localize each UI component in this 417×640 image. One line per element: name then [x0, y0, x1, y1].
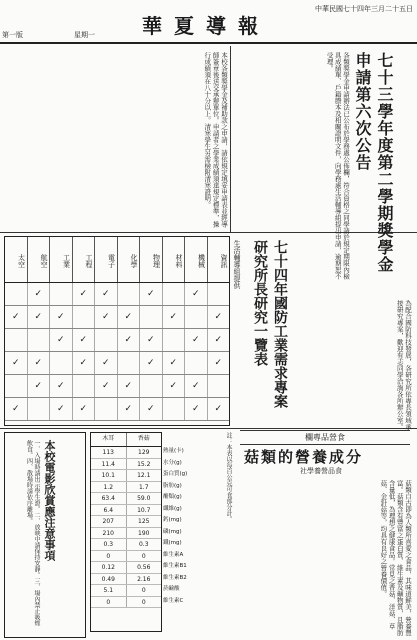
nutrition-row-label: 維生素B2 — [163, 574, 187, 581]
table-cell: 190 — [138, 529, 150, 537]
table-cell: 0 — [141, 587, 146, 594]
table-row — [91, 562, 161, 574]
table-cell — [118, 352, 141, 374]
nutrition-row-label: 維生素C — [163, 597, 184, 604]
table-cell: 113 — [91, 447, 127, 458]
table-cell: ✓ — [163, 375, 186, 397]
table-row — [91, 447, 161, 459]
nutrition-row-label: 水分(g) — [163, 459, 182, 466]
table-row — [91, 493, 161, 505]
table-cell: ✓ — [163, 306, 186, 328]
nutrition-table-header — [91, 433, 161, 447]
table-row — [91, 574, 161, 586]
table-cell — [50, 352, 73, 374]
nutrition-row-label: 纖維(g) — [163, 505, 182, 512]
table-cell: ✓ — [28, 306, 51, 328]
nutrition-table-header-cell: 香菇 — [137, 435, 150, 442]
table-cell: ✓ — [28, 352, 51, 374]
research-table-header-cell: 航空 — [28, 237, 51, 282]
nutrition-row-label: 鐵(mg) — [163, 540, 182, 546]
research-table-header-cell: 化學 — [118, 237, 141, 282]
table-cell — [5, 329, 28, 351]
page-header — [0, 0, 417, 44]
table-cell: ✓ — [95, 375, 118, 397]
table-cell — [163, 398, 186, 420]
table-cell: 6.4 — [91, 505, 127, 516]
table-cell: ✓ — [118, 329, 141, 351]
weekday-label: 星期一 — [74, 31, 95, 39]
research-table-header-cell: 電子 — [95, 237, 118, 282]
table-row — [5, 306, 229, 329]
nutrition-row-label: 維生素A — [163, 551, 184, 558]
table-cell: ✓ — [95, 352, 118, 374]
research-table-header-cell: 物理 — [140, 237, 163, 282]
research-subtitle: 生活輔導組提供 — [233, 240, 241, 289]
table-row — [91, 505, 161, 517]
table-row — [5, 375, 229, 398]
table-cell — [5, 283, 28, 305]
research-table — [4, 236, 230, 426]
table-row — [91, 551, 161, 563]
table-cell: 210 — [91, 528, 127, 539]
table-cell — [118, 283, 141, 305]
table-cell: 0 — [141, 552, 146, 560]
table-cell: ✓ — [140, 283, 163, 305]
table-cell: 0 — [91, 551, 127, 562]
research-table-header-cell: 機械 — [185, 237, 208, 282]
table-cell: 0 — [91, 597, 127, 608]
scholarship-rules-body: 本校各類獎學金及補助款之申請，請依規定填妥申請表並經導師簽章後送交承辦單位。申請者之學業成績須達規定標準，操行成績須在八十分以上。清寒學生另需檢附清寒證明。 — [203, 52, 228, 228]
table-cell: ✓ — [214, 335, 223, 345]
table-row — [91, 585, 161, 597]
nutrition-row-label: 菸鹼酸 — [163, 586, 180, 592]
table-cell: 15.2 — [137, 460, 151, 468]
table-cell: ✓ — [95, 306, 118, 328]
table-cell: 2.16 — [137, 575, 151, 583]
nutrition-table — [90, 432, 162, 632]
table-cell: 0.3 — [91, 539, 127, 550]
nutrition-row-label: 熱量(卡) — [163, 448, 184, 454]
research-table-header — [5, 237, 229, 283]
table-cell: 0.12 — [91, 562, 127, 573]
table-row — [91, 459, 161, 471]
table-cell: ✓ — [118, 306, 141, 328]
nutrition-row-label: 醣類(g) — [163, 494, 182, 500]
food-article-author: 社學養營品食 — [300, 467, 342, 475]
table-cell: 129 — [138, 449, 150, 456]
table-cell: ✓ — [73, 398, 96, 420]
research-table-header-cell: 工程 — [73, 237, 96, 282]
table-cell: ✓ — [5, 306, 28, 328]
table-row — [91, 482, 161, 494]
table-cell: ✓ — [50, 375, 73, 397]
table-cell: 207 — [91, 516, 127, 527]
research-table-header-cell: 太空 — [5, 237, 28, 282]
table-row — [91, 516, 161, 528]
table-row — [5, 352, 229, 375]
announcement-body: 各類獎學金申請辦法已公布於學務處公佈欄，符合資格之同學請於規定期限內檢具成績單、戶籍謄本及相關證明文件，向學務處生活輔導組提出申請，逾期恕不受理。 — [325, 52, 350, 280]
issue-date: 中華民國七十四年三月二十五日 — [315, 5, 413, 13]
table-cell — [28, 398, 51, 420]
table-cell — [5, 375, 28, 397]
table-cell: 63.4 — [91, 493, 127, 504]
table-cell: ✓ — [73, 352, 96, 374]
food-column-banner: 欄專品營食 — [240, 430, 410, 445]
research-table-header-cell: 工業 — [50, 237, 73, 282]
table-cell — [185, 306, 208, 328]
table-cell: ✓ — [5, 352, 28, 374]
table-cell: ✓ — [73, 329, 96, 351]
table-cell — [140, 375, 163, 397]
table-cell — [73, 375, 96, 397]
vertical-rule-top — [230, 46, 231, 232]
table-cell: 0 — [141, 598, 146, 606]
research-body: 為配合國防科技發展，各研究所依專長領域承接研究專案，歡迎有志同學洽詢各所辦公室。 — [395, 300, 412, 430]
table-cell: ✓ — [185, 375, 208, 397]
nutrition-row-label: 鈣(mg) — [163, 517, 182, 523]
table-cell: ✓ — [140, 398, 163, 420]
table-cell: ✓ — [5, 398, 28, 420]
table-cell: ✓ — [214, 312, 223, 322]
food-article-body: 菇類自古即為人類所喜愛之食品，其味道鮮美，營養豐富。菇類含有豐富之蛋白質、維生素及礦物質，且脂肪含量低，為理想之健康食品。常見之香菇、洋菇、草菇、金針菇等，均具有良好之營養價值。 — [379, 480, 412, 636]
table-cell: ✓ — [73, 283, 96, 305]
table-cell: 0.56 — [137, 564, 151, 571]
cinema-notice-body: 一、入場時請出示學生證。二、放映中請保持安靜。三、場內禁止吸煙飲食。四、散場時請依序離場。 — [25, 440, 40, 626]
table-cell — [185, 352, 208, 374]
table-cell — [50, 283, 73, 305]
table-cell: 0.3 — [138, 541, 149, 548]
table-cell — [95, 329, 118, 351]
table-cell: 12.1 — [137, 472, 151, 479]
table-cell — [140, 306, 163, 328]
table-cell: ✓ — [140, 329, 163, 351]
table-cell — [73, 306, 96, 328]
table-cell: ✓ — [163, 352, 186, 374]
table-cell — [28, 329, 51, 351]
table-row — [91, 597, 161, 609]
table-row — [5, 283, 229, 306]
nutrition-row-labels — [163, 446, 201, 607]
nutrition-table-note: 註：本表以每百公克可食部分計。 — [225, 432, 232, 522]
table-cell: 5.1 — [91, 585, 127, 596]
table-cell: ✓ — [214, 404, 223, 414]
table-cell — [163, 283, 186, 305]
table-cell: ✓ — [185, 283, 208, 305]
table-cell: ✓ — [140, 352, 163, 374]
table-cell — [208, 375, 230, 397]
cinema-notice-title: 本校電影欣賞應注意事項 — [43, 440, 56, 561]
nutrition-row-label: 脂肪(g) — [163, 482, 182, 489]
table-cell: ✓ — [50, 398, 73, 420]
nutrition-table-header-cell: 木耳 — [91, 433, 127, 446]
table-row — [91, 539, 161, 551]
nutrition-row-label: 蛋白質(g) — [163, 471, 188, 477]
table-cell: ✓ — [50, 306, 73, 328]
nutrition-row-label: 維生素B1 — [163, 563, 187, 569]
table-cell: ✓ — [185, 398, 208, 420]
table-row — [91, 470, 161, 482]
research-table-header-cell: 材料 — [163, 237, 186, 282]
table-cell: 125 — [138, 518, 150, 525]
table-cell — [95, 398, 118, 420]
table-cell: 11.4 — [91, 459, 127, 470]
table-cell: 1.2 — [91, 482, 127, 493]
research-table-body — [5, 283, 229, 421]
table-cell: 0.49 — [91, 574, 127, 585]
table-cell: ✓ — [118, 375, 141, 397]
table-row — [5, 398, 229, 421]
table-cell — [163, 329, 186, 351]
nutrition-table-body — [91, 447, 161, 608]
table-cell: ✓ — [50, 329, 73, 351]
table-cell: 1.7 — [138, 483, 149, 491]
table-cell: 59.0 — [137, 495, 151, 502]
nutrition-row-label: 磷(mg) — [163, 528, 182, 535]
table-cell — [208, 283, 230, 305]
table-cell: ✓ — [214, 358, 223, 368]
table-cell: 10.1 — [91, 470, 127, 481]
food-article-title: 菇類的營養成分 — [244, 448, 364, 466]
page-number: 第一版 — [2, 31, 23, 39]
research-headline: 七十四年國防工業需求專案研究所長研究一覽表 — [252, 240, 288, 408]
table-row — [91, 528, 161, 540]
table-cell: ✓ — [118, 398, 141, 420]
table-cell: ✓ — [95, 283, 118, 305]
table-row — [5, 329, 229, 352]
announcement-title: 七十三學年度第二學期獎學金申請第六次公告 — [353, 52, 394, 273]
table-cell: 10.7 — [137, 506, 151, 514]
masthead: 華夏導報 — [142, 14, 270, 38]
research-table-header-cell: 資訊 — [220, 253, 228, 268]
table-cell: ✓ — [28, 375, 51, 397]
table-cell: ✓ — [185, 329, 208, 351]
table-cell: ✓ — [28, 283, 51, 305]
